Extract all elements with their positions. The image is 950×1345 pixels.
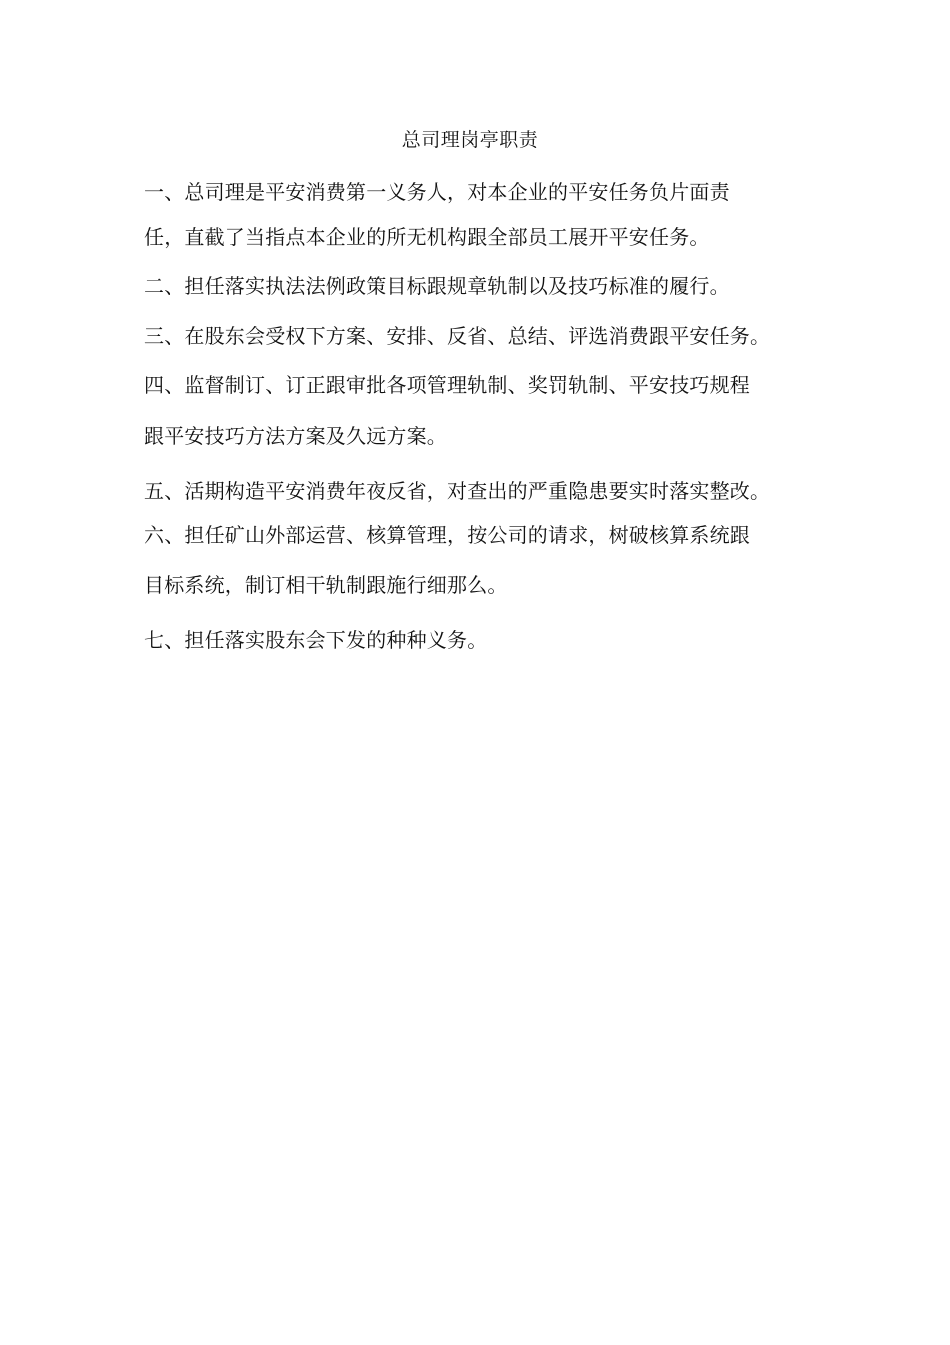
duty-item-5: 五、活期构造平安消费年夜反省，对查出的严重隐患要实时落实整改。 [144, 479, 771, 503]
duty-item-3: 三、在股东会受权下方案、安排、反省、总结、评选消费跟平安任务。 [144, 324, 771, 348]
duty-item-1-line-1: 一、总司理是平安消费第一义务人，对本企业的平安任务负片面责 [144, 180, 730, 204]
duty-item-4-line-2: 跟平安技巧方法方案及久远方案。 [144, 424, 447, 448]
duty-item-4-line-1: 四、监督制订、订正跟审批各项管理轨制、奖罚轨制、平安技巧规程 [144, 373, 750, 397]
duty-item-6-line-2: 目标系统，制订相干轨制跟施行细那么。 [144, 573, 508, 597]
duty-item-1-line-2: 任，直截了当指点本企业的所无机构跟全部员工展开平安任务。 [144, 225, 710, 249]
duty-item-7: 七、担任落实股东会下发的种种义务。 [144, 628, 488, 652]
document-title: 总司理岗亭职责 [401, 129, 539, 151]
duty-item-2: 二、担任落实执法法例政策目标跟规章轨制以及技巧标准的履行。 [144, 274, 730, 298]
duty-item-6-line-1: 六、担任矿山外部运营、核算管理，按公司的请求，树破核算系统跟 [144, 523, 750, 547]
